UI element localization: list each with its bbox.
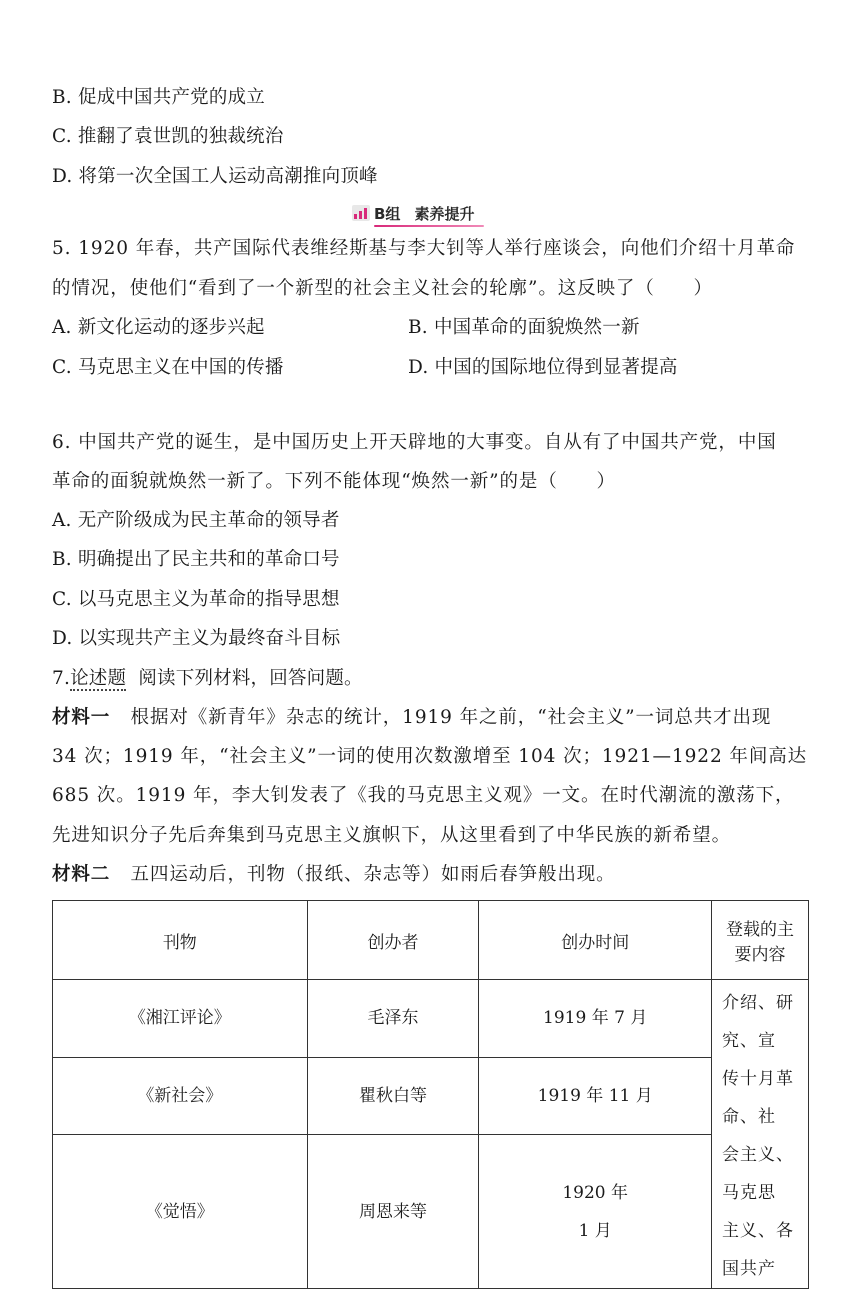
cell-name: 《觉悟》: [53, 1135, 308, 1289]
cell-founder: 瞿秋白等: [307, 1057, 479, 1135]
cell-name: 《新社会》: [53, 1057, 308, 1135]
header-founding-time: 创办时间: [479, 901, 712, 980]
prev-option-d: D. 将第一次全国工人运动高潮推向顶峰: [52, 166, 378, 187]
q5-option-a: A. 新文化运动的逐步兴起: [52, 317, 265, 338]
q5-option-row2: [52, 356, 678, 380]
q6-option-d: D. 以实现共产主义为最终奋斗目标: [52, 628, 341, 649]
section-header: [352, 202, 474, 224]
header-founder: 创办者: [307, 901, 479, 980]
material1-line3: 685 次。1919 年，李大钊发表了《我的马克思主义观》一文。在时代潮流的激荡下，: [52, 785, 795, 806]
cell-time: 1919 年 11 月: [479, 1057, 712, 1135]
q5-option-d: D. 中国的国际地位得到显著提高: [408, 357, 678, 378]
content-line: 主义、各国共产: [722, 1221, 795, 1279]
q5-option-row1: [52, 316, 640, 340]
q7-instruction: 阅读下列材料，回答问题。: [138, 668, 363, 689]
cell-name: 《湘江评论》: [53, 980, 308, 1058]
table-row: [53, 980, 809, 1058]
content-line: 介绍、研究、宣: [722, 993, 795, 1051]
cell-time-line1: 1920 年: [562, 1182, 629, 1203]
material1-label: 材料一: [52, 707, 111, 728]
q5-stem-line1: 5. 1920 年春，共产国际代表维经斯基与李大钊等人举行座谈会，向他们介绍十月革命: [52, 238, 796, 259]
material1-line4: 先进知识分子先后奔集到马克思主义旗帜下，从这里看到了中华民族的新希望。: [52, 825, 732, 846]
table-header-row: [53, 901, 809, 980]
cell-time: [479, 1135, 712, 1289]
table-row: [53, 1135, 809, 1289]
material1-text: 根据对《新青年》杂志的统计，1919 年之前，“社会主义”一词总共才出现: [130, 707, 772, 728]
cell-founder: 毛泽东: [307, 980, 479, 1058]
material1-line2: 34 次；1919 年，“社会主义”一词的使用次数激增至 104 次；1921—1922 年间高达: [52, 746, 808, 767]
chart-icon: [352, 205, 370, 221]
cell-founder: 周恩来等: [307, 1135, 479, 1289]
header-main-content-line2: 要内容: [734, 945, 786, 965]
header-main-content-line1: 登载的主: [726, 920, 795, 940]
header-main-content: [712, 901, 809, 980]
cell-time: 1919 年 7 月: [479, 980, 712, 1058]
material2-text: 五四运动后，刊物（报纸、杂志等）如雨后春笋般出现。: [130, 864, 616, 885]
prev-option-b: B. 促成中国共产党的成立: [52, 87, 265, 108]
material2-line: [52, 863, 616, 887]
cell-main-content: [712, 980, 809, 1289]
q6-stem-line2: 革命的面貌就焕然一新了。下列不能体现“焕然一新”的是（ ）: [52, 471, 616, 492]
cell-time-line2: 1 月: [578, 1220, 612, 1241]
header-periodical: 刊物: [53, 901, 308, 980]
q7-number: 7.: [52, 668, 71, 689]
section-underline: [374, 225, 484, 227]
material1-line1: [52, 706, 771, 730]
table-row: [53, 1057, 809, 1135]
material2-label: 材料二: [52, 864, 111, 885]
q5-stem-line2: 的情况，使他们“看到了一个新型的社会主义社会的轮廓”。这反映了（ ）: [52, 278, 713, 299]
q6-option-c: C. 以马克思主义为革命的指导思想: [52, 589, 340, 610]
periodicals-table: [52, 900, 809, 1289]
section-title: 素养提升: [414, 204, 475, 223]
content-line: 传十月革命、社: [722, 1069, 795, 1127]
q6-option-a: A. 无产阶级成为民主革命的领导者: [52, 510, 340, 531]
q6-option-b: B. 明确提出了民主共和的革命口号: [52, 549, 340, 570]
q5-option-c: C. 马克思主义在中国的传播: [52, 357, 284, 378]
q7-header: [52, 667, 363, 691]
content-line: 会主义、马克思: [722, 1145, 795, 1203]
section-group: B组: [374, 204, 401, 223]
prev-option-c: C. 推翻了袁世凯的独裁统治: [52, 126, 284, 147]
q5-option-b: B. 中国革命的面貌焕然一新: [408, 317, 640, 338]
q7-type: 论述题: [70, 668, 127, 689]
q6-stem-line1: 6. 中国共产党的诞生，是中国历史上开天辟地的大事变。自从有了中国共产党，中国: [52, 432, 777, 453]
